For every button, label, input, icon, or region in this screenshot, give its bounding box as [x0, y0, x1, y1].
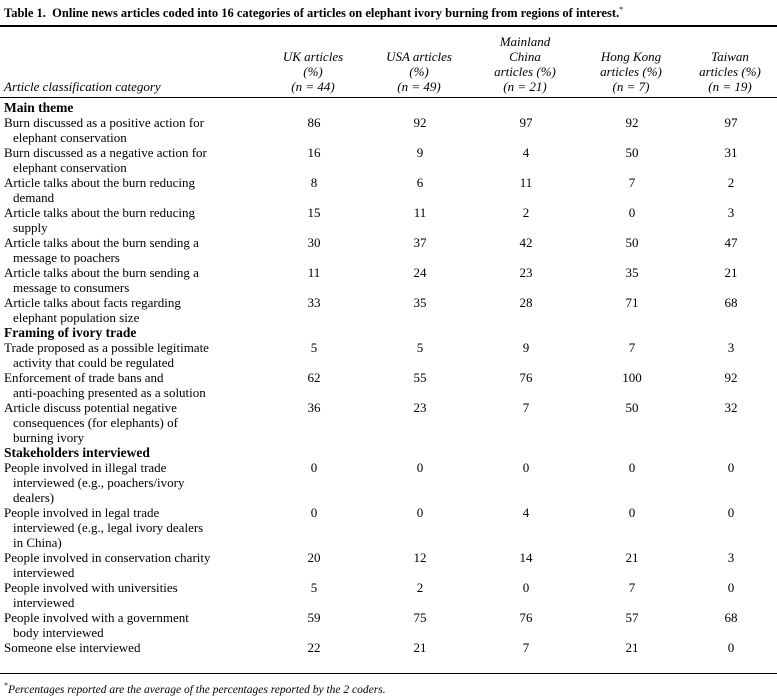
- col-header-line: Hong Kong: [600, 49, 662, 64]
- value-cell: 0: [727, 640, 735, 655]
- value-cell: 11: [519, 175, 533, 190]
- caption-marker: *: [619, 5, 624, 14]
- value-cell: 2: [522, 205, 530, 220]
- value-cell: 23: [413, 400, 427, 415]
- row-label-line: Enforcement of trade bans and: [4, 370, 164, 385]
- table-row: [4, 205, 777, 235]
- col-header-line: (%): [303, 64, 323, 79]
- row-label: [4, 175, 261, 205]
- row-label-line: Trade proposed as a possible legitimate: [4, 340, 209, 355]
- row-label-line: People involved in illegal trade: [4, 460, 167, 475]
- row-label-line: consequences (for elephants) of: [13, 415, 178, 430]
- row-label: [4, 115, 261, 145]
- col-header-usa: [366, 49, 472, 94]
- value-cell: 21: [724, 265, 738, 280]
- col-header-line: (%): [409, 64, 429, 79]
- value-cell: 37: [413, 235, 427, 250]
- col-header-line: (n = 21): [503, 79, 547, 94]
- table-row: [4, 265, 777, 295]
- value-cell: 55: [413, 370, 427, 385]
- value-cell: 22: [307, 640, 321, 655]
- row-label-line: interviewed: [13, 565, 75, 580]
- value-cell: 50: [625, 400, 639, 415]
- table-body: [4, 100, 777, 655]
- footnote: [4, 681, 386, 696]
- row-label: [4, 460, 261, 505]
- value-cell: 24: [413, 265, 427, 280]
- value-cell: 92: [625, 115, 639, 130]
- table-row: [4, 460, 777, 505]
- table-title: Online news articles coded into 16 categories of articles on elephant ivory burning from regions of interest.: [52, 6, 620, 21]
- table-header: [0, 34, 777, 96]
- value-cell: 7: [628, 580, 636, 595]
- value-cell: 2: [416, 580, 424, 595]
- row-label-line: elephant conservation: [13, 130, 127, 145]
- row-label-line: Article talks about the burn sending a: [4, 265, 199, 280]
- value-cell: 97: [724, 115, 738, 130]
- value-cell: 7: [628, 175, 636, 190]
- row-label-line: body interviewed: [13, 625, 104, 640]
- col-header-line: USA articles: [386, 49, 452, 64]
- value-cell: 7: [522, 640, 530, 655]
- value-cell: 0: [628, 205, 636, 220]
- value-cell: 3: [727, 550, 735, 565]
- row-label-line: Burn discussed as a positive action for: [4, 115, 205, 130]
- row-label-line: dealers): [13, 490, 55, 505]
- header-rule: [0, 97, 777, 98]
- col-header-taiwan: [684, 49, 776, 94]
- value-cell: 21: [625, 550, 639, 565]
- row-label: [4, 295, 261, 325]
- value-cell: 35: [413, 295, 427, 310]
- row-label-line: elephant population size: [13, 310, 140, 325]
- row-label: [4, 550, 261, 580]
- col-header-line: (n = 44): [291, 79, 335, 94]
- value-cell: 30: [307, 235, 321, 250]
- top-rule: [0, 25, 777, 27]
- table-caption: [4, 2, 774, 21]
- table-row: [4, 400, 777, 445]
- value-cell: 42: [519, 235, 533, 250]
- row-label: [4, 205, 261, 235]
- row-label-line: message to poachers: [13, 250, 120, 265]
- row-label: [4, 400, 261, 445]
- value-cell: 5: [416, 340, 424, 355]
- row-label: [4, 235, 261, 265]
- value-cell: 28: [519, 295, 533, 310]
- value-cell: 86: [307, 115, 321, 130]
- row-label: [4, 145, 261, 175]
- value-cell: 0: [727, 580, 735, 595]
- value-cell: 50: [625, 235, 639, 250]
- row-label: [4, 370, 261, 400]
- value-cell: 4: [522, 145, 530, 160]
- col-header-line: articles (%): [699, 64, 761, 79]
- row-label: [4, 640, 261, 655]
- col-header-line: articles (%): [600, 64, 662, 79]
- row-label-line: activity that could be regulated: [13, 355, 174, 370]
- row-label-line: People involved with universities: [4, 580, 178, 595]
- value-cell: 0: [727, 460, 735, 475]
- footnote-marker: *: [4, 681, 8, 690]
- value-cell: 9: [416, 145, 424, 160]
- section-title: Main theme: [4, 100, 74, 115]
- value-cell: 3: [727, 340, 735, 355]
- row-label-line: Article talks about the burn sending a: [4, 235, 199, 250]
- table-row: [4, 610, 777, 640]
- section-title: Stakeholders interviewed: [4, 445, 150, 460]
- value-cell: 0: [416, 460, 424, 475]
- table-row: [4, 145, 777, 175]
- value-cell: 23: [519, 265, 533, 280]
- col-header-line: Taiwan: [711, 49, 749, 64]
- value-cell: 92: [724, 370, 738, 385]
- value-cell: 0: [727, 505, 735, 520]
- value-cell: 21: [625, 640, 639, 655]
- row-label-line: People involved in conservation charity: [4, 550, 211, 565]
- row-label-line: in China): [13, 535, 62, 550]
- value-cell: 71: [625, 295, 639, 310]
- col-header-line: articles (%): [494, 64, 556, 79]
- value-cell: 15: [307, 205, 321, 220]
- value-cell: 76: [519, 610, 533, 625]
- value-cell: 2: [727, 175, 735, 190]
- col-header-line: China: [509, 49, 541, 64]
- table-row: [4, 115, 777, 145]
- value-cell: 0: [310, 460, 318, 475]
- col-header-line: (n = 19): [708, 79, 752, 94]
- data-table: [4, 100, 777, 655]
- row-label-line: message to consumers: [13, 280, 130, 295]
- value-cell: 7: [628, 340, 636, 355]
- value-cell: 33: [307, 295, 321, 310]
- row-label-line: People involved in legal trade: [4, 505, 160, 520]
- col-header-china: [472, 34, 578, 94]
- value-cell: 14: [519, 550, 533, 565]
- bottom-rule: [0, 673, 777, 674]
- section-title: Framing of ivory trade: [4, 325, 137, 340]
- section-header-row: [4, 325, 777, 340]
- table-row: [4, 640, 777, 655]
- value-cell: 7: [522, 400, 530, 415]
- col-header-line: (n = 49): [397, 79, 441, 94]
- row-label-line: Someone else interviewed: [4, 640, 141, 655]
- row-label-line: Article discuss potential negative: [4, 400, 177, 415]
- col-header-line: Mainland: [499, 34, 551, 49]
- value-cell: 5: [310, 580, 318, 595]
- value-cell: 11: [413, 205, 427, 220]
- value-cell: 59: [307, 610, 321, 625]
- row-label-line: interviewed (e.g., legal ivory dealers: [13, 520, 204, 535]
- table-row: [4, 175, 777, 205]
- value-cell: 92: [413, 115, 427, 130]
- value-cell: 20: [307, 550, 321, 565]
- section-header-row: [4, 445, 777, 460]
- value-cell: 97: [519, 115, 533, 130]
- table-row: [4, 295, 777, 325]
- row-label-line: anti-poaching presented as a solution: [13, 385, 206, 400]
- row-label-line: interviewed (e.g., poachers/ivory: [13, 475, 185, 490]
- value-cell: 11: [307, 265, 321, 280]
- value-cell: 0: [416, 505, 424, 520]
- value-cell: 21: [413, 640, 427, 655]
- value-cell: 100: [622, 370, 642, 385]
- value-cell: 12: [413, 550, 427, 565]
- category-header: Article classification category: [4, 79, 161, 94]
- row-label: [4, 265, 261, 295]
- footnote-text: Percentages reported are the average of the percentages reported by the 2 coders.: [8, 683, 386, 696]
- value-cell: 68: [724, 295, 738, 310]
- table-row: [4, 370, 777, 400]
- row-label-line: People involved with a government: [4, 610, 189, 625]
- value-cell: 50: [625, 145, 639, 160]
- value-cell: 75: [413, 610, 427, 625]
- value-cell: 32: [724, 400, 738, 415]
- table-row: [4, 580, 777, 610]
- col-header-line: UK articles: [282, 49, 344, 64]
- value-cell: 6: [416, 175, 424, 190]
- row-label: [4, 580, 261, 610]
- col-header-uk: [260, 49, 366, 94]
- value-cell: 31: [724, 145, 738, 160]
- value-cell: 35: [625, 265, 639, 280]
- table-row: [4, 235, 777, 265]
- row-label-line: Article talks about facts regarding: [4, 295, 181, 310]
- table-row: [4, 550, 777, 580]
- row-label-line: Article talks about the burn reducing: [4, 175, 195, 190]
- value-cell: 9: [522, 340, 530, 355]
- value-cell: 0: [522, 580, 530, 595]
- row-label-line: supply: [13, 220, 48, 235]
- section-header-row: [4, 100, 777, 115]
- value-cell: 16: [307, 145, 321, 160]
- value-cell: 0: [628, 460, 636, 475]
- table-row: [4, 340, 777, 370]
- value-cell: 3: [727, 205, 735, 220]
- value-cell: 36: [307, 400, 321, 415]
- value-cell: 4: [522, 505, 530, 520]
- row-label-line: Article talks about the burn reducing: [4, 205, 195, 220]
- row-label-line: demand: [13, 190, 55, 205]
- row-label-line: burning ivory: [13, 430, 85, 445]
- value-cell: 0: [310, 505, 318, 520]
- value-cell: 68: [724, 610, 738, 625]
- row-label: [4, 505, 261, 550]
- value-cell: 0: [522, 460, 530, 475]
- value-cell: 0: [628, 505, 636, 520]
- value-cell: 8: [310, 175, 318, 190]
- col-header-hongkong: [578, 49, 684, 94]
- value-cell: 57: [625, 610, 639, 625]
- table-row: [4, 505, 777, 550]
- row-label: [4, 610, 261, 640]
- value-cell: 47: [724, 235, 738, 250]
- row-label-line: Burn discussed as a negative action for: [4, 145, 207, 160]
- col-header-line: (n = 7): [612, 79, 650, 94]
- value-cell: 76: [519, 370, 533, 385]
- row-label: [4, 340, 261, 370]
- row-label-line: elephant conservation: [13, 160, 127, 175]
- row-label-line: interviewed: [13, 595, 75, 610]
- value-cell: 5: [310, 340, 318, 355]
- value-cell: 62: [307, 370, 321, 385]
- table-label: Table 1.: [4, 6, 46, 21]
